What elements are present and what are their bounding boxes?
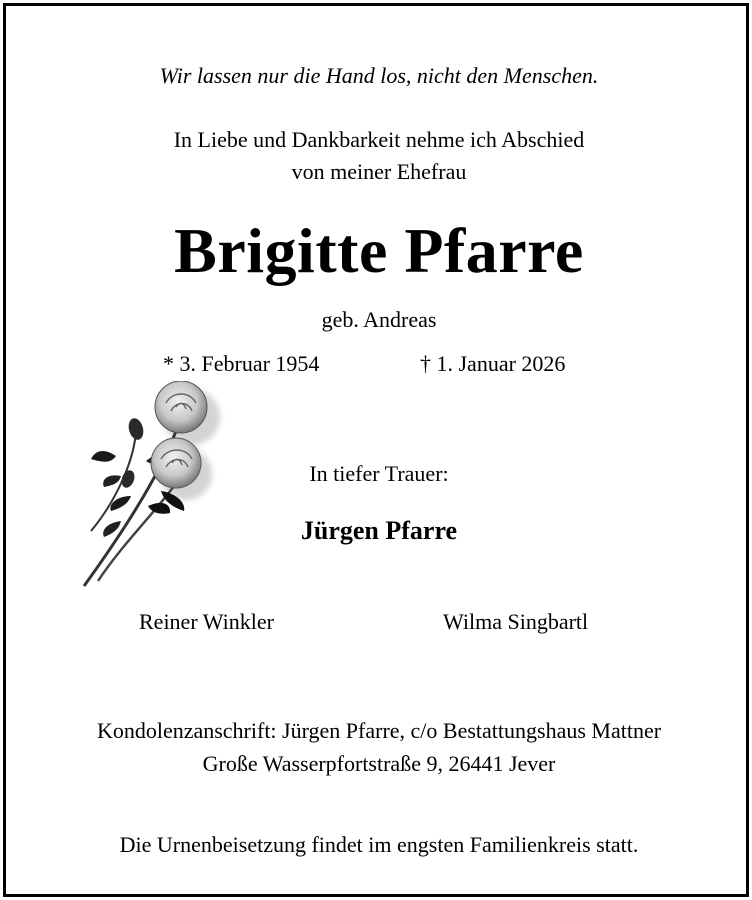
- death-date: † 1. Januar 2026: [420, 351, 566, 376]
- motto: Wir lassen nur die Hand los, nicht den Menschen.: [159, 63, 599, 88]
- intro-line-2: von meiner Ehefrau: [291, 159, 467, 184]
- birth-date: * 3. Februar 1954: [163, 351, 320, 376]
- maiden-name: geb. Andreas: [321, 307, 437, 332]
- obituary-notice: [3, 3, 749, 897]
- deceased-name: Brigitte Pfarre: [174, 215, 584, 286]
- condolence-address-line-1: Kondolenzanschrift: Jürgen Pfarre, c/o Bestattungshaus Mattner: [96, 718, 662, 743]
- relative-name: Wilma Singbartl: [443, 609, 589, 634]
- condolence-address-line-2: Große Wasserpfortstraße 9, 26441 Jever: [202, 751, 556, 776]
- relative-name: Reiner Winkler: [139, 609, 274, 634]
- chief-mourner: Jürgen Pfarre: [300, 516, 458, 545]
- burial-note: Die Urnenbeisetzung findet im engsten Familienkreis statt.: [119, 832, 639, 857]
- mourning-label: In tiefer Trauer:: [309, 461, 449, 486]
- intro-line-1: In Liebe und Dankbarkeit nehme ich Abschied: [173, 127, 585, 152]
